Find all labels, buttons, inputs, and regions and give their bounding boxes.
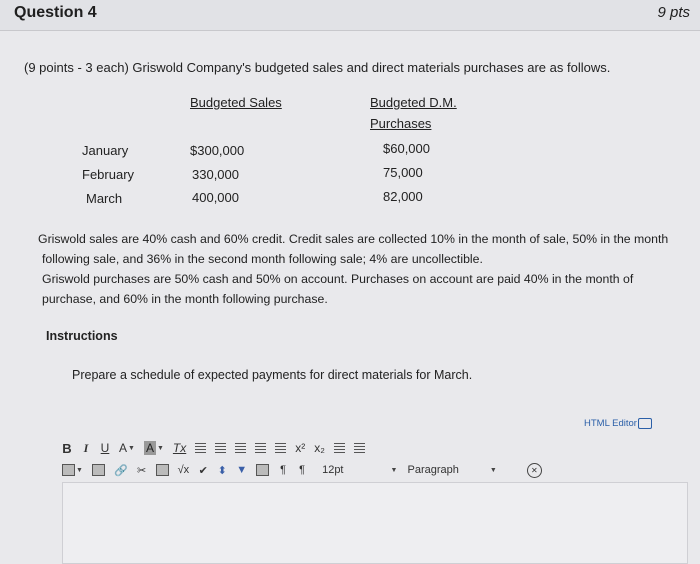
paragraph-rtl-icon: ¶ — [299, 464, 306, 476]
embed-button[interactable] — [92, 462, 105, 478]
chevron-down-icon: ▼ — [128, 444, 135, 452]
editor-toolbar-row-2 — [62, 460, 542, 480]
paragraph-dropdown[interactable] — [488, 462, 498, 478]
dropdown-button[interactable] — [236, 462, 247, 478]
indent-button[interactable] — [275, 440, 286, 456]
bullet-list-icon — [334, 443, 345, 453]
equation-button[interactable] — [178, 462, 190, 478]
body-line: purchase, and 60% in the month following purchase. — [42, 292, 328, 306]
answer-editor[interactable] — [62, 482, 688, 564]
rtl-button[interactable] — [297, 462, 307, 478]
accessibility-checker-icon[interactable]: ✕ — [527, 463, 542, 478]
question-intro: (9 points - 3 each) Griswold Company's budgeted sales and direct materials purchases are as follows. — [24, 60, 611, 75]
indent-icon — [275, 443, 286, 453]
link-icon: 🔗 — [113, 464, 128, 477]
image-button[interactable] — [156, 462, 169, 478]
table-row-sales: $300,000 — [190, 143, 245, 158]
header-purchases: Purchases — [370, 116, 432, 131]
editor-toolbar-row-1 — [62, 438, 365, 458]
table-row-dm: $60,000 — [383, 141, 430, 156]
unlink-button[interactable] — [137, 462, 147, 478]
bold-button[interactable]: B — [62, 440, 72, 456]
clear-formatting-button[interactable]: Tx — [172, 441, 187, 455]
superscript-button[interactable]: x² — [295, 441, 306, 455]
chevron-down-icon: ▼ — [390, 466, 398, 474]
align-left-button[interactable] — [195, 440, 206, 456]
table-button[interactable] — [62, 462, 83, 478]
question-body — [38, 229, 678, 309]
numbered-list-button[interactable] — [354, 440, 365, 456]
question-points: 9 pts — [657, 4, 690, 21]
numbered-list-icon — [354, 443, 365, 453]
instructions-heading: Instructions — [46, 329, 118, 343]
align-left-icon — [195, 443, 206, 453]
font-size-select[interactable]: 12pt — [322, 464, 344, 476]
table-row-sales: 330,000 — [192, 167, 239, 182]
body-line: Griswold sales are 40% cash and 60% credit. Credit sales are collected 10% in the month of sale, 50% in the month — [38, 232, 669, 246]
bullet-list-button[interactable] — [334, 440, 345, 456]
question-title: Question 4 — [14, 4, 97, 21]
html-editor-label: HTML Editor — [584, 418, 637, 430]
dropdown-icon: ▼ — [236, 464, 248, 476]
header-budgeted-dm: Budgeted D.M. — [370, 95, 457, 110]
record-icon: ⬍ — [217, 464, 227, 477]
highlight-label: A — [145, 441, 154, 455]
question-header — [0, 0, 700, 31]
body-line: Griswold purchases are 50% cash and 50% on account. Purchases on account are paid 40% in the month of — [42, 272, 634, 286]
justify-button[interactable] — [255, 440, 266, 456]
body-line: following sale, and 36% in the second month following sale; 4% are uncollectible. — [42, 252, 483, 266]
checkmark-icon: ✔ — [198, 464, 208, 477]
table-row-dm: 75,000 — [383, 165, 423, 180]
align-center-button[interactable] — [215, 440, 226, 456]
font-size-dropdown[interactable] — [389, 462, 399, 478]
table-row-sales: 400,000 — [192, 190, 239, 205]
table-row-month: February — [82, 167, 135, 182]
font-color-label: A — [119, 441, 128, 455]
underline-button[interactable]: U — [100, 441, 110, 455]
record-button[interactable] — [217, 462, 227, 478]
highlight-color-button[interactable] — [144, 440, 164, 456]
paragraph-ltr-icon: ¶ — [280, 464, 287, 476]
table-row-month: March — [86, 191, 123, 206]
unlink-icon: ✂ — [137, 464, 147, 477]
header-budgeted-sales: Budgeted Sales — [190, 95, 282, 110]
link-button[interactable] — [114, 462, 128, 478]
table-row-dm: 82,000 — [383, 189, 423, 204]
align-right-icon — [235, 443, 246, 453]
equation-icon: √x — [177, 464, 190, 476]
keyboard-icon — [638, 418, 652, 429]
font-color-button[interactable] — [119, 440, 135, 456]
video-button[interactable] — [256, 462, 269, 478]
justify-icon — [255, 443, 266, 453]
italic-button[interactable]: I — [83, 440, 89, 455]
ltr-button[interactable] — [278, 462, 288, 478]
paragraph-select[interactable]: Paragraph — [407, 464, 459, 476]
image-icon — [156, 464, 169, 476]
chevron-down-icon: ▼ — [489, 466, 497, 474]
html-editor-link[interactable] — [584, 418, 652, 429]
align-right-button[interactable] — [235, 440, 246, 456]
embed-icon — [92, 464, 105, 476]
table-row-month: January — [82, 143, 129, 158]
chevron-down-icon: ▼ — [156, 444, 164, 452]
table-icon — [62, 464, 75, 476]
instructions-text: Prepare a schedule of expected payments for direct materials for March. — [72, 368, 473, 382]
media-button[interactable] — [198, 462, 208, 478]
align-center-icon — [215, 443, 226, 453]
video-icon — [256, 464, 269, 476]
subscript-button[interactable]: x₂ — [314, 441, 325, 455]
chevron-down-icon: ▼ — [76, 466, 83, 474]
